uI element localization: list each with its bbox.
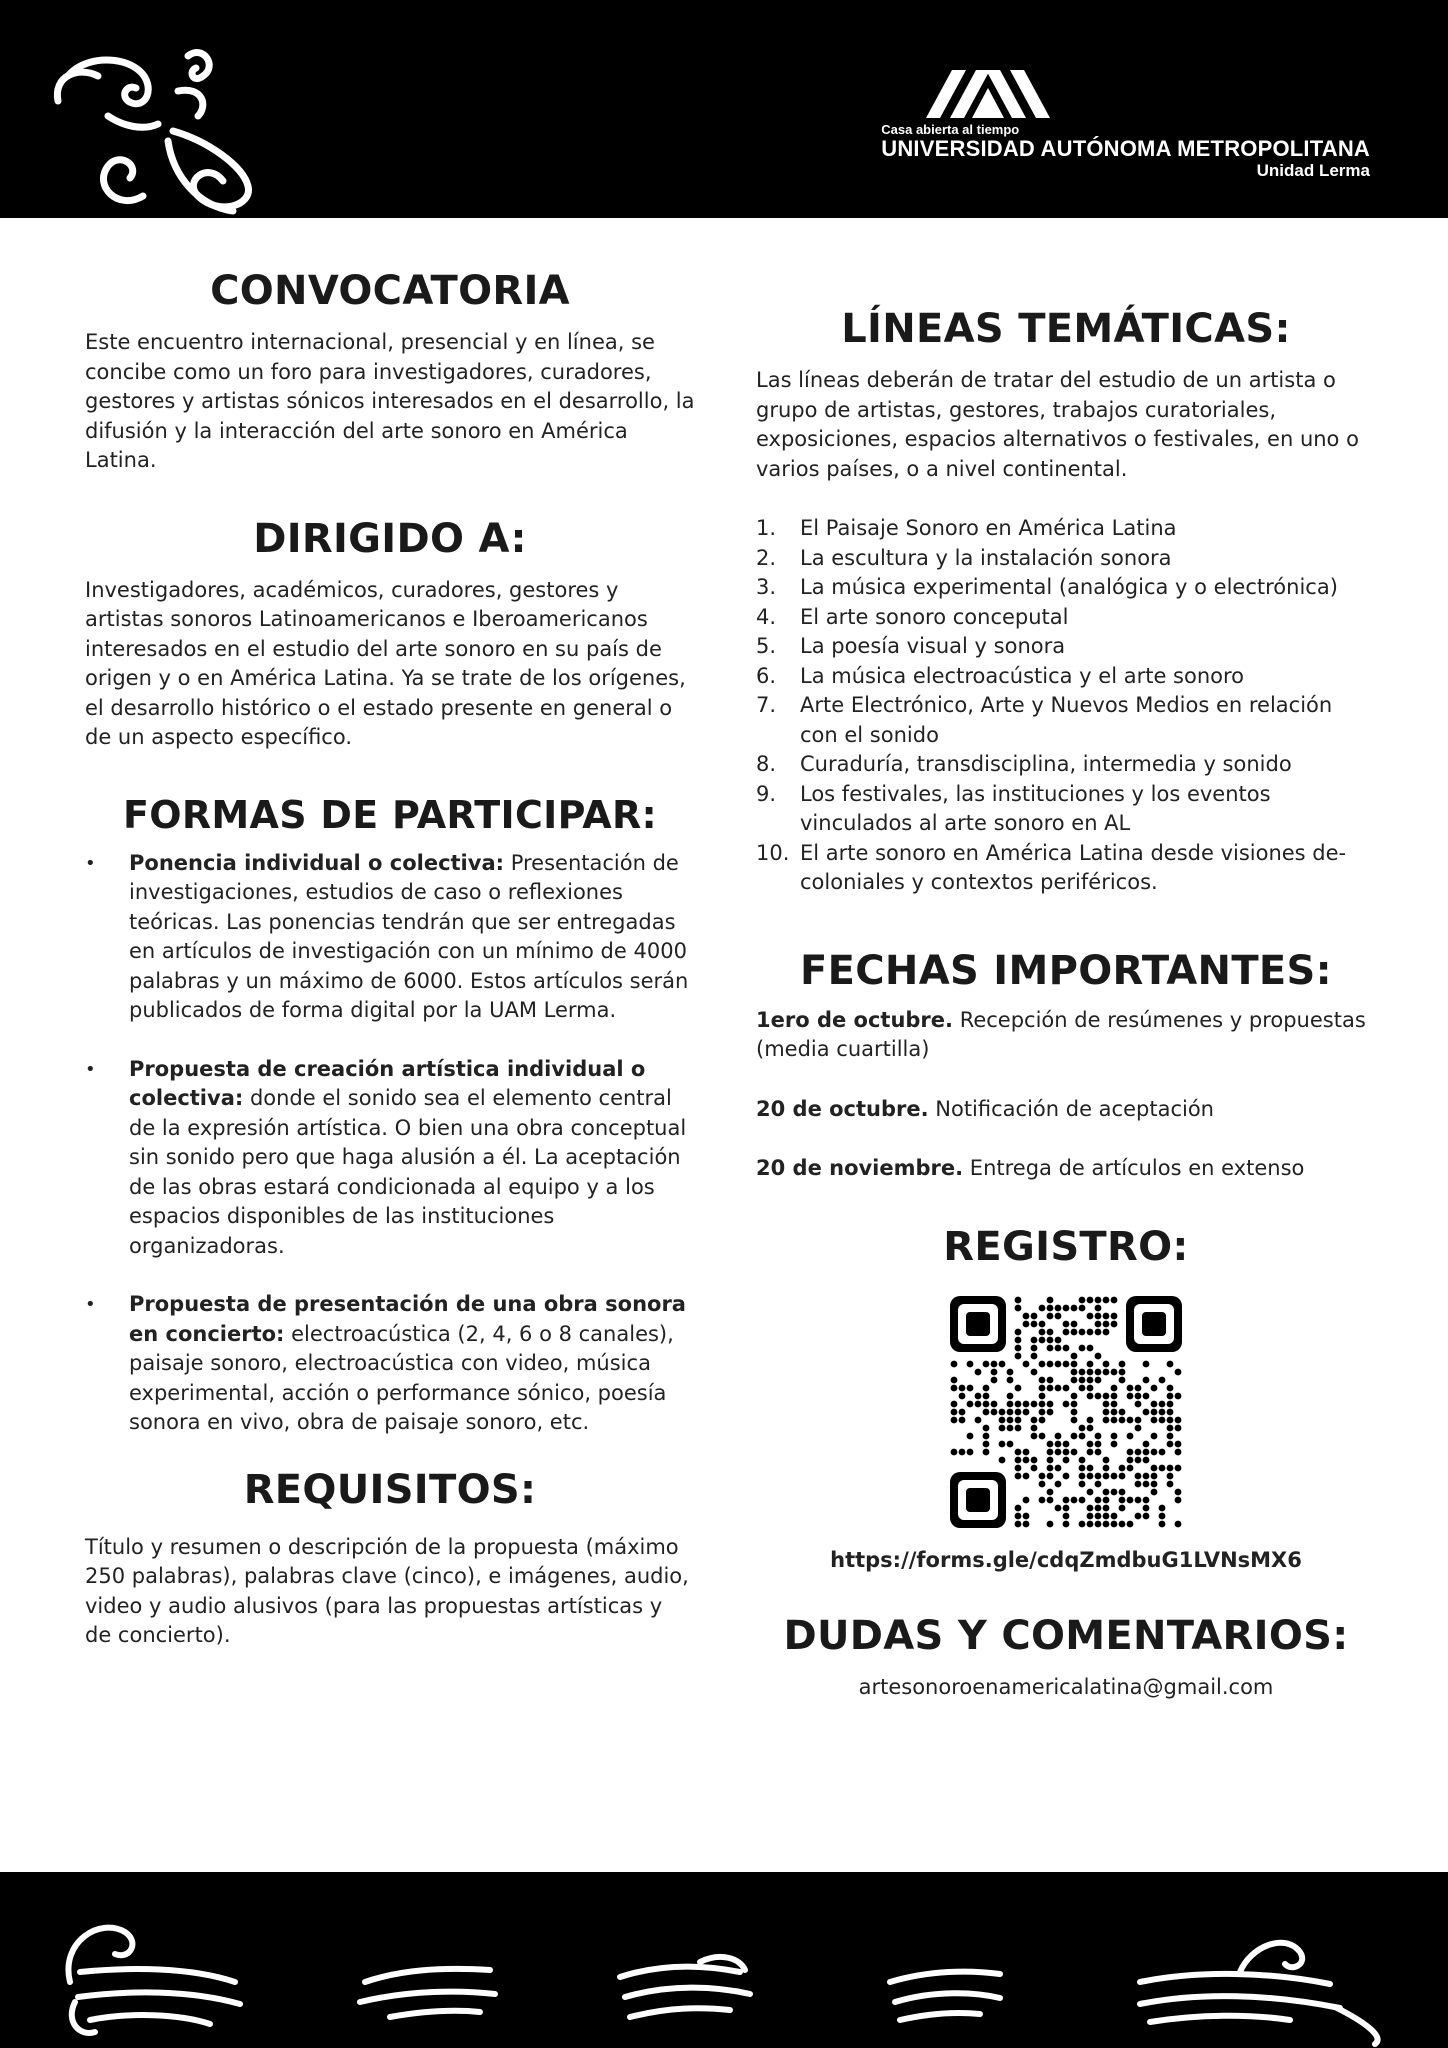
fecha-text: Notificación de aceptación (928, 1096, 1214, 1121)
fecha-date: 20 de noviembre. (756, 1156, 964, 1180)
lineas-item-number: 6. (756, 663, 777, 688)
lineas-item-number: 1. (756, 516, 777, 540)
uam-logo-mark-icon (926, 68, 1050, 120)
formas-item (85, 849, 695, 1026)
lineas-item (756, 750, 1376, 780)
dirigido-title: DIRIGIDO A: (253, 515, 527, 562)
lineas-item (756, 603, 1376, 633)
dudas-title: DUDAS Y COMENTARIOS: (783, 1613, 1349, 1659)
fecha-item (756, 1095, 1376, 1125)
lineas-item-text: Los festivales, las instituciones y los eventos vinculados al arte sonoro en AL (800, 781, 1271, 835)
lineas-item-text: El arte sonoro conceputal (800, 604, 1069, 629)
formas-item-label: Propuesta de presentación de una obra sonora en concierto: (129, 1292, 686, 1346)
fecha-item (756, 1006, 1376, 1065)
convocatoria-title: CONVOCATORIA (210, 268, 570, 314)
lineas-item (756, 662, 1376, 692)
lineas-item-number: 8. (756, 752, 777, 776)
formas-item-label: Propuesta de creación artística individual o colectiva: (129, 1056, 646, 1110)
lineas-item-number: 4. (756, 604, 777, 629)
qr-code-icon[interactable] (950, 1296, 1182, 1528)
formas-item-text: Presentación de investigaciones, estudios de caso o reflexiones teóricas. Las ponencias tendrán que ser entregadas en artículos de investigación con un mínimo de 4000 palabras y un máximo de 6000. Estos artículos serán publicados de forma digital por la UAM Lerma. (129, 850, 689, 1022)
swirl-decoration-icon (48, 46, 268, 216)
lineas-item-number: 3. (756, 575, 777, 599)
lineas-item-text: La música experimental (analógica y o electrónica) (800, 575, 1338, 599)
formas-item-text: donde el sonido sea el elemento central de la expresión artística. O bien una obra conceptual sin sonido pero que haga alusión a él. La aceptación de las obras estará condicionada al equipo y a los espacios disponibles de las instituciones organizadoras. (129, 1086, 687, 1258)
requisitos-title: REQUISITOS: (243, 1466, 537, 1513)
lineas-item-number: 10. (756, 840, 790, 865)
lineas-item-number: 5. (756, 634, 777, 658)
lineas-item-text: Curaduría, transdisciplina, intermedia y sonido (800, 752, 1292, 776)
formas-item (85, 1055, 695, 1262)
logo-tagline: Casa abierta al tiempo (881, 122, 1020, 137)
formas-item-text: electroacústica (2, 4, 6 o 8 canales), paisaje sonoro, electroacústica con video, música experimental, acción o performance sónico, poesía sonora en vivo, obra de paisaje sonoro, etc. (129, 1321, 674, 1434)
uam-logo (881, 68, 1370, 180)
lineas-item (756, 544, 1376, 574)
formas-item (85, 1290, 695, 1438)
lineas-item-text: La poesía visual y sonora (800, 634, 1066, 658)
registro-url-link[interactable]: https://forms.gle/cdqZmdbuG1LVNsMX6 (830, 1547, 1302, 1572)
lineas-item (756, 839, 1376, 898)
formas-item-label: Ponencia individual o colectiva: (129, 850, 505, 875)
lineas-item-text: Arte Electrónico, Arte y Nuevos Medios en relación con el sonido (800, 693, 1333, 747)
lineas-item-number: 7. (756, 693, 777, 717)
lineas-item-text: La música electroacústica y el arte sonoro (800, 663, 1245, 688)
lineas-item-number: 9. (756, 781, 777, 806)
requisitos-text: Título y resumen o descripción de la propuesta (máximo 250 palabras), palabras clave (cinco), e imágenes, audio, video y audio alusivos (para las propuestas artísticas y de concierto). (85, 1534, 689, 1647)
left-column (85, 218, 695, 1651)
formas-list (85, 849, 695, 1438)
header-band (0, 0, 1448, 218)
lineas-item (756, 632, 1376, 662)
unit-name: Unidad Lerma (1256, 161, 1370, 180)
lineas-item (756, 514, 1376, 544)
wind-decoration-icon (0, 1872, 1448, 2048)
fecha-date: 1ero de octubre. (756, 1007, 954, 1032)
lineas-text: Las líneas deberán de tratar del estudio de un artista o grupo de artistas, gestores, trabajos curatoriales, exposiciones, espacios alternativos o festivales, en uno o varios países, o a nivel continental. (756, 368, 1359, 481)
lineas-item-text: El Paisaje Sonoro en América Latina (800, 516, 1177, 540)
formas-title: FORMAS DE PARTICIPAR: (122, 792, 657, 837)
fechas-title: FECHAS IMPORTANTES: (800, 947, 1332, 994)
fecha-item (756, 1154, 1376, 1184)
university-name: UNIVERSIDAD AUTÓNOMA METROPOLITANA (881, 136, 1370, 161)
lineas-list (756, 514, 1376, 898)
lineas-item (756, 573, 1376, 603)
fecha-text: Entrega de artículos en extenso (963, 1156, 1305, 1180)
lineas-title: LÍNEAS TEMÁTICAS: (841, 306, 1291, 352)
lineas-item (756, 780, 1376, 839)
fecha-date: 20 de octubre. (756, 1096, 929, 1121)
lineas-item-text: La escultura y la instalación sonora (800, 545, 1172, 570)
fecha-text: Recepción de resúmenes y propuestas (media cuartilla) (756, 1007, 1366, 1061)
convocatoria-text: Este encuentro internacional, presencial y en línea, se concibe como un foro para investigadores, curadores, gestores y artistas sónicos interesados en el desarrollo, la difusión y la interacción del arte sonoro en América Latina. (85, 330, 695, 472)
contact-email-link[interactable]: artesonoroenamericalatina@gmail.com (858, 1675, 1274, 1699)
lineas-item-number: 2. (756, 545, 777, 570)
lineas-item (756, 691, 1376, 750)
dirigido-text: Investigadores, académicos, curadores, gestores y artistas sonoros Latinoamericanos e Iberoamericanos interesados en el estudio del arte sonoro en su país de origen y o en América Latina. Ya se trate de los orígenes, el desarrollo histórico o el estado presente en general o de un aspecto específico. (85, 577, 686, 749)
right-column (756, 218, 1376, 1703)
registro-title: REGISTRO: (943, 1223, 1189, 1270)
lineas-item-text: El arte sonoro en América Latina desde visiones de-coloniales y contextos periféricos. (800, 840, 1347, 894)
